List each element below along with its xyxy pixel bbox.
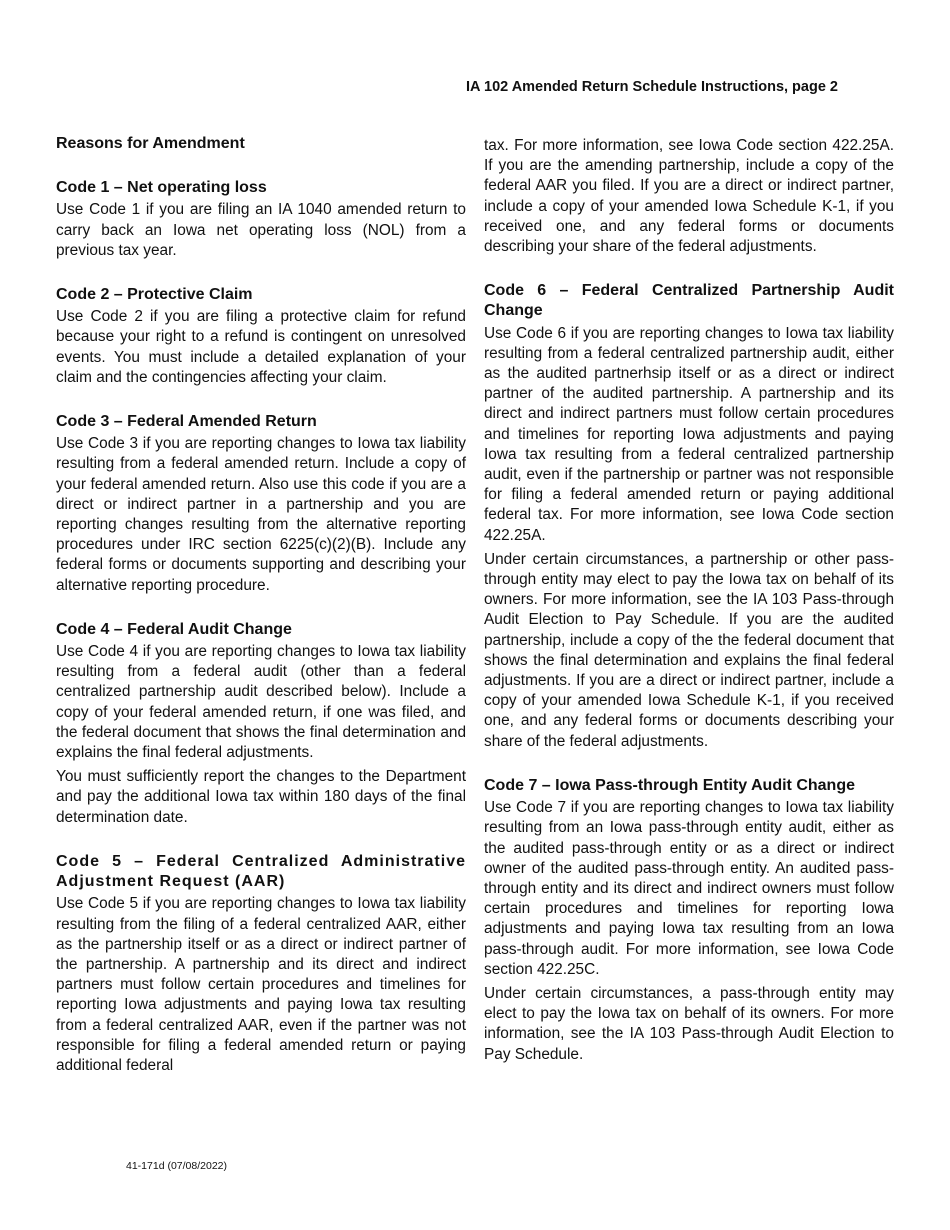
code-7-paragraph-1: Use Code 7 if you are reporting changes to Iowa tax liability resulting from an Iowa pass-through entity audit, either as the audited pass-through entity or as a direct or indirect owner of the audited pass-through entity. An audited pass-through entity and its direct and indirect owners must follow certain procedures and timelines for reporting Iowa adjustments and paying Iowa tax resulting from an Iowa pass-through audit. For more information, see Iowa Code section 422.25C. (484, 799, 894, 978)
code-1-section (56, 178, 466, 261)
page-header: IA 102 Amended Return Schedule Instructions, page 2 (466, 79, 838, 95)
code-6-section (484, 281, 894, 752)
code-5-title: Code 5 – Federal Centralized Administrative Adjustment Request (AAR) (56, 852, 466, 891)
code-3-title: Code 3 – Federal Amended Return (56, 413, 317, 431)
code-2-section (56, 285, 466, 388)
code-3-paragraph: Use Code 3 if you are reporting changes to Iowa tax liability resulting from a federal amended return. Include a copy of your federal amended return. Also use this code if you are a direct or indirect partner in a partnership and you are reporting changes resulting from the alternative reporting procedures under IRC section 6225(c)(2)(B). Include any federal forms or documents supporting and describing your alternative reporting procedure. (56, 435, 466, 594)
code-2-paragraph: Use Code 2 if you are filing a protective claim for refund because your right to a refund is contingent on unresolved events. You must include a detailed explanation of your claim and the contingencies affecting your claim. (56, 308, 466, 386)
code-5-section (56, 852, 466, 1076)
form-id-footer: 41-171d (07/08/2022) (126, 1160, 227, 1172)
code-1-title: Code 1 – Net operating loss (56, 179, 267, 197)
code-6-paragraph-1: Use Code 6 if you are reporting changes to Iowa tax liability resulting from a federal centralized partnership audit, either as the audited partnerhsip itself or as a direct or indirect partner of the audited partnership. A partnership and its direct and indirect partners must follow certain procedures and timelines for reporting Iowa adjustments and paying Iowa tax resulting from a federal centralized partnership audit, even if the partnership or partner was not responsible for filing a federal amended return or paying additional federal tax. For more information, see Iowa Code section 422.25A. (484, 324, 894, 544)
code-4-paragraph-1: Use Code 4 if you are reporting changes to Iowa tax liability resulting from a federal audit (other than a federal centralized partnership audit described below). Include a copy of your federal amended return, if one was filed, and the federal document that shows the final determination and explains the final federal adjustments. (56, 643, 466, 762)
code-6-paragraph-2: Under certain circumstances, a partnership or other pass-through entity may elect to pay the Iowa tax on behalf of its owners. For more information, see the IA 103 Pass-through Audit Election to Pay Schedule. If you are the audited partnership, include a copy of the the federal document that shows the final determination and explains the final federal adjustments. If you are a direct or indirect partner, include a copy of your amended Iowa Schedule K-1, if you received one, and any federal forms or documents describing your share of the federal adjustments. (484, 550, 894, 750)
code-7-paragraph-2: Under certain circumstances, a pass-through entity may elect to pay the Iowa tax on behalf of its owners. For more information, see the IA 103 Pass-through Audit Election to Pay Schedule. (484, 984, 894, 1063)
section-title: Reasons for Amendment (56, 135, 245, 152)
right-column (484, 136, 894, 1089)
code-7-title: Code 7 – Iowa Pass-through Entity Audit Change (484, 776, 855, 794)
code-4-section (56, 620, 466, 828)
code-5-continuation: tax. For more information, see Iowa Code section 422.25A. If you are the amending partnership, include a copy of the federal AAR you filed. If you are a direct or indirect partner, include a copy of your amended Iowa Schedule K-1, if you received one, and any federal forms or documents describing your share of the federal adjustments. (484, 137, 894, 256)
code-1-paragraph: Use Code 1 if you are filing an IA 1040 amended return to carry back an Iowa net operating loss (NOL) from a previous tax year. (56, 201, 466, 259)
code-2-title: Code 2 – Protective Claim (56, 286, 253, 304)
left-column (56, 134, 466, 1100)
code-6-title: Code 6 – Federal Centralized Partnership Audit Change (484, 282, 894, 320)
code-3-section (56, 412, 466, 596)
code-4-title: Code 4 – Federal Audit Change (56, 620, 292, 638)
code-4-paragraph-2: You must sufficiently report the changes to the Department and pay the additional Iowa tax within 180 days of the final determination date. (56, 768, 466, 826)
code-7-section (484, 776, 894, 1065)
code-5-paragraph: Use Code 5 if you are reporting changes to Iowa tax liability resulting from the filing of a federal centralized AAR, either as the partnership itself or as a direct or indirect partner of the partnership. A partnership and its direct and indirect partners must follow certain procedures and timelines for reporting Iowa adjustments and paying Iowa tax resulting from a federal centralized AAR, even if the partner was not responsible for filing a federal amended return or paying additional federal (56, 895, 466, 1074)
